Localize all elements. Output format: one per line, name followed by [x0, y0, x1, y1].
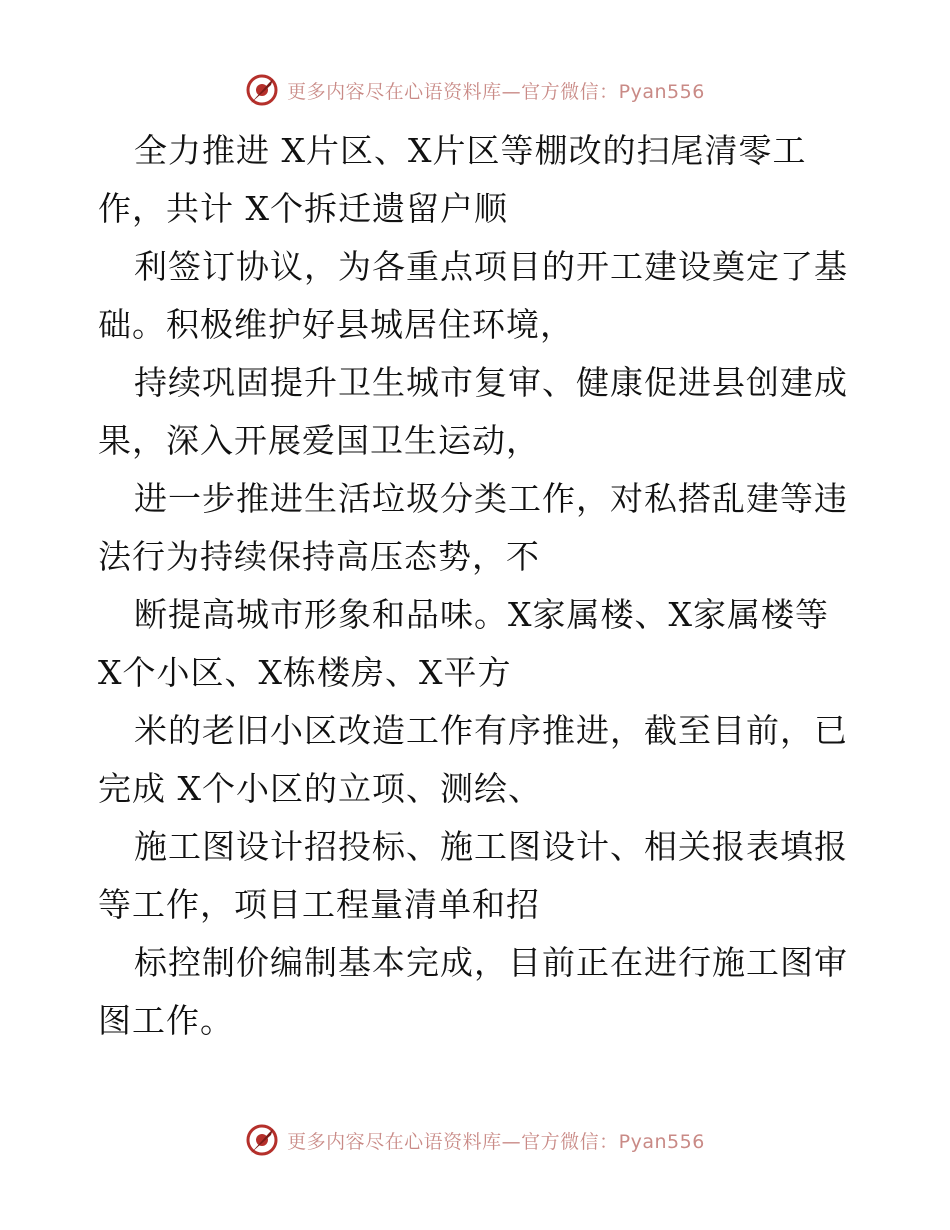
text-line: X个小区、X栋楼房、X平方 [98, 653, 512, 692]
header-banner-text: 更多内容尽在心语资料库—官方微信：Pyan556 [287, 80, 705, 103]
text-line: 断提高城市形象和品味。X家属楼、X家属楼等 [134, 595, 829, 634]
text-line: 作，共计 X个拆迁遗留户顺 [98, 189, 508, 228]
text-line: 标控制价编制基本完成，目前正在进行施工图审 [134, 943, 848, 982]
footer-banner [0, 1120, 950, 1160]
text-line: 施工图设计招投标、施工图设计、相关报表填报 [134, 827, 848, 866]
text-line: 利签订协议，为各重点项目的开工建设奠定了基 [134, 247, 848, 286]
text-line: 完成 X个小区的立项、测绘、 [98, 769, 542, 808]
text-line: 础。积极维护好县城居住环境， [98, 305, 574, 344]
footer-banner-text: 更多内容尽在心语资料库—官方微信：Pyan556 [287, 1130, 705, 1153]
text-line: 等工作，项目工程量清单和招 [98, 885, 540, 924]
document-body [98, 122, 858, 1050]
text-line: 图工作。 [98, 1001, 234, 1040]
text-line: 米的老旧小区改造工作有序推进，截至目前，已 [134, 711, 848, 750]
header-banner [0, 70, 950, 110]
quill-pen-logo-icon [245, 1123, 279, 1157]
text-line: 全力推进 X片区、X片区等棚改的扫尾清零工 [134, 131, 807, 170]
text-line: 法行为持续保持高压态势，不 [98, 537, 540, 576]
text-line: 持续巩固提升卫生城市复审、健康促进县创建成 [134, 363, 848, 402]
text-line: 进一步推进生活垃圾分类工作，对私搭乱建等违 [134, 479, 848, 518]
text-line: 果，深入开展爱国卫生运动， [98, 421, 540, 460]
quill-pen-logo-icon [245, 73, 279, 107]
